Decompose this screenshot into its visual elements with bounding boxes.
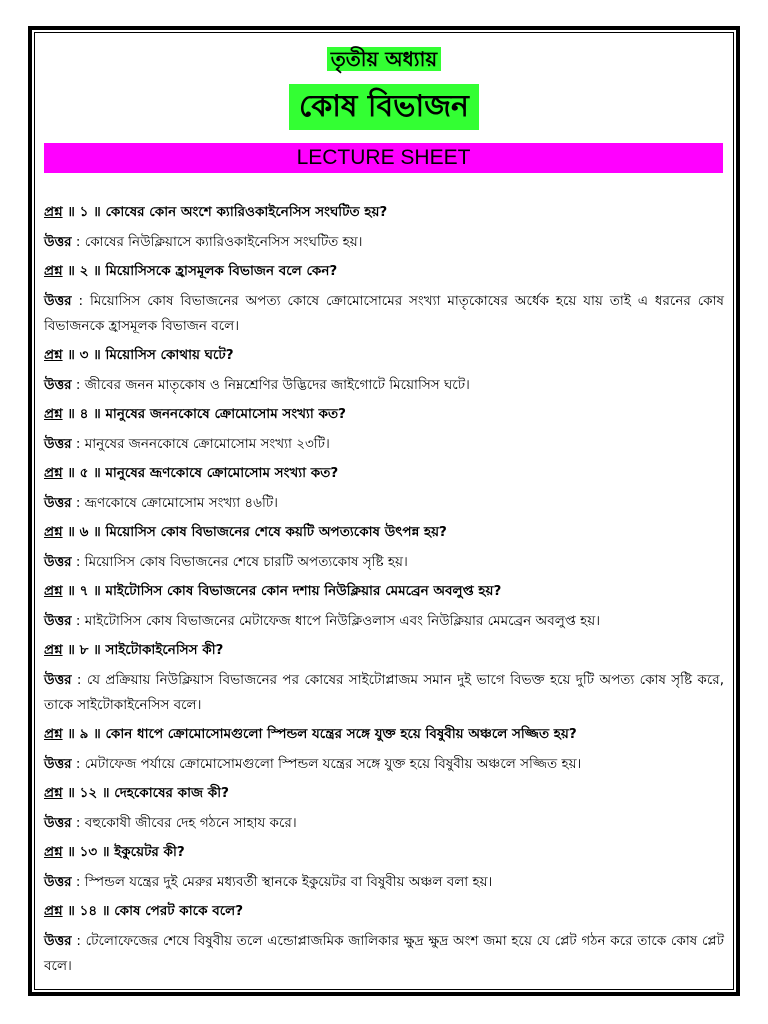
question-number: ৫: [79, 465, 89, 481]
question-label: প্রশ্ন: [44, 204, 63, 220]
answer-text: বহুকোষী জীবের দেহ গঠনে সাহায করে।: [84, 815, 297, 831]
answer-label: উত্তর: [44, 436, 72, 452]
question-label: প্রশ্ন: [44, 465, 63, 481]
page-title-wrap: [0, 84, 768, 130]
question-item: প্রশ্ন ॥ ৯ ॥ কোন ধাপে ক্রোমোসোমগুলো স্পিন্ডল যন্ত্রের সঙ্গে যুক্ত হয়ে বিষুবীয় অঞ্চলে সজ্জিত হয়?: [44, 726, 577, 742]
answer-text: ভ্রূণকোষে ক্রোমোসোম সংখ্যা ৪৬টি।: [84, 495, 279, 511]
question-label: প্রশ্ন: [44, 785, 63, 801]
answer-item: উত্তর : ভ্রূণকোষে ক্রোমোসোম সংখ্যা ৪৬টি।: [44, 495, 279, 511]
question-text: মানুষের জননকোষে ক্রোমোসোম সংখ্যা কত?: [105, 406, 346, 422]
question-number: ৯: [79, 726, 89, 742]
question-text: দেহকোষের কাজ কী?: [114, 785, 229, 801]
question-text: ইকুয়েটর কী?: [114, 844, 185, 860]
answer-label: উত্তর: [44, 377, 72, 393]
question-label: প্রশ্ন: [44, 844, 63, 860]
question-item: প্রশ্ন ॥ ১৩ ॥ ইকুয়েটর কী?: [44, 844, 185, 860]
question-item: প্রশ্ন ॥ ৩ ॥ মিয়োসিস কোথায় ঘটে?: [44, 347, 234, 363]
lecture-sheet-banner: LECTURE SHEET: [44, 143, 723, 173]
answer-label: উত্তর: [44, 234, 72, 250]
question-text: মানুষের ভ্রূণকোষে ক্রোমোসোম সংখ্যা কত?: [105, 465, 339, 481]
question-label: প্রশ্ন: [44, 524, 63, 540]
qa-list: [44, 202, 724, 985]
answer-label: উত্তর: [44, 933, 72, 949]
answer-item: উত্তর : স্পিন্ডল যন্ত্রের দুই মেরুর মধ্যবর্তী স্থানকে ইকুয়েটর বা বিষুবীয় অঞ্চল বলা হয়।: [44, 874, 493, 890]
answer-label: উত্তর: [44, 672, 72, 688]
question-number: ১৪: [79, 903, 98, 919]
question-number: ৪: [79, 406, 89, 422]
question-label: প্রশ্ন: [44, 583, 63, 599]
answer-item: উত্তর : জীবের জনন মাতৃকোষ ও নিম্নশ্রেণির উদ্ভিদের জাইগোটে মিয়োসিস ঘটে।: [44, 377, 470, 393]
question-label: প্রশ্ন: [44, 347, 63, 363]
question-item: প্রশ্ন ॥ ৫ ॥ মানুষের ভ্রূণকোষে ক্রোমোসোম সংখ্যা কত?: [44, 465, 339, 481]
answer-item: উত্তর : মাইটোসিস কোষ বিভাজনের মেটাফেজ ধাপে নিউক্লিওলাস এবং নিউক্লিয়ার মেমব্রেন অবলুপ্ত হয়।: [44, 613, 601, 629]
question-item: প্রশ্ন ॥ ৬ ॥ মিয়োসিস কোষ বিভাজনের শেষে কয়টি অপত্যকোষ উৎপন্ন হয়?: [44, 524, 447, 540]
answer-item: উত্তর : মিয়োসিস কোষ বিভাজনের অপত্য কোষে ক্রোমোসোমের সংখ্যা মাতৃকোষের অর্ধেক হয়ে যায় তাই এ ধরনের কোষ বিভাজনকে হ্রাসমূলক বিভাজন বলে।: [44, 293, 724, 334]
answer-text: মাইটোসিস কোষ বিভাজনের মেটাফেজ ধাপে নিউক্লিওলাস এবং নিউক্লিয়ার মেমব্রেন অবলুপ্ত হয়।: [84, 613, 601, 629]
question-number: ৩: [79, 347, 89, 363]
answer-item: উত্তর : টেলোফেজের শেষে বিষুবীয় তলে এন্ডোপ্লাজমিক জালিকার ক্ষুদ্র ক্ষুদ্র অংশ জমা হয়ে যে প্লেট গঠন করে তাকে কোষ প্লেট বলে।: [44, 933, 724, 974]
answer-label: উত্তর: [44, 293, 72, 309]
answer-label: উত্তর: [44, 815, 72, 831]
chapter-label: তৃতীয় অধ্যায়: [327, 47, 441, 71]
answer-text: মেটাফেজ পর্যায়ে ক্রোমোসোমগুলো স্পিন্ডল যন্ত্রের সঙ্গে যুক্ত হয়ে বিষুবীয় অঞ্চলে সজ্জিত হয়।: [84, 756, 582, 772]
question-number: ৬: [79, 524, 89, 540]
answer-item: উত্তর : বহুকোষী জীবের দেহ গঠনে সাহায করে।: [44, 815, 297, 831]
answer-text: জীবের জনন মাতৃকোষ ও নিম্নশ্রেণির উদ্ভিদের জাইগোটে মিয়োসিস ঘটে।: [84, 377, 470, 393]
question-item: প্রশ্ন ॥ ৭ ॥ মাইটোসিস কোষ বিভাজনের কোন দশায় নিউক্লিয়ার মেমব্রেন অবলুপ্ত হয়?: [44, 583, 502, 599]
answer-text: মিয়োসিস কোষ বিভাজনের অপত্য কোষে ক্রোমোসোমের সংখ্যা মাতৃকোষের অর্ধেক হয়ে যায় তাই এ ধরনের কোষ বিভাজনকে হ্রাসমূলক বিভাজন বলে।: [44, 293, 724, 334]
answer-label: উত্তর: [44, 613, 72, 629]
question-item: প্রশ্ন ॥ ১২ ॥ দেহকোষের কাজ কী?: [44, 785, 229, 801]
answer-text: স্পিন্ডল যন্ত্রের দুই মেরুর মধ্যবর্তী স্থানকে ইকুয়েটর বা বিষুবীয় অঞ্চল বলা হয়।: [84, 874, 493, 890]
answer-text: মানুষের জননকোষে ক্রোমোসোম সংখ্যা ২৩টি।: [84, 436, 330, 452]
answer-text: কোষের নিউক্লিয়াসে ক্যারিওকাইনেসিস সংঘটিত হয়।: [84, 234, 363, 250]
question-item: প্রশ্ন ॥ ১ ॥ কোষের কোন অংশে ক্যারিওকাইনেসিস সংঘটিত হয়?: [44, 204, 388, 220]
question-text: মাইটোসিস কোষ বিভাজনের কোন দশায় নিউক্লিয়ার মেমব্রেন অবলুপ্ত হয়?: [105, 583, 502, 599]
question-text: মিয়োসিস কোষ বিভাজনের শেষে কয়টি অপত্যকোষ উৎপন্ন হয়?: [105, 524, 447, 540]
question-number: ১৩: [79, 844, 98, 860]
answer-label: উত্তর: [44, 554, 72, 570]
question-number: ১: [79, 204, 89, 220]
question-item: প্রশ্ন ॥ ৮ ॥ সাইটোকাইনেসিস কী?: [44, 642, 224, 658]
question-label: প্রশ্ন: [44, 406, 63, 422]
question-label: প্রশ্ন: [44, 263, 63, 279]
question-number: ২: [79, 263, 89, 279]
answer-item: উত্তর : মেটাফেজ পর্যায়ে ক্রোমোসোমগুলো স্পিন্ডল যন্ত্রের সঙ্গে যুক্ত হয়ে বিষুবীয় অঞ্চলে সজ্জিত হয়।: [44, 756, 582, 772]
question-label: প্রশ্ন: [44, 642, 63, 658]
question-text: কোষ পেরট কাকে বলে?: [114, 903, 244, 919]
page-title: কোষ বিভাজন: [289, 84, 479, 130]
answer-item: উত্তর : মানুষের জননকোষে ক্রোমোসোম সংখ্যা ২৩টি।: [44, 436, 330, 452]
question-text: কোষের কোন অংশে ক্যারিওকাইনেসিস সংঘটিত হয়?: [105, 204, 388, 220]
answer-item: উত্তর : মিয়োসিস কোষ বিভাজনের শেষে চারটি অপত্যকোষ সৃষ্টি হয়।: [44, 554, 408, 570]
question-number: ১২: [79, 785, 98, 801]
answer-text: যে প্রক্রিয়ায় নিউক্লিয়াস বিভাজনের পর কোষের সাইটোপ্লাজম সমান দুই ভাগে বিভক্ত হয়ে দুটি অপত্য কোষ সৃষ্টি করে, তাকে সাইটোকাইনেসিস বলে।: [44, 672, 724, 713]
question-item: প্রশ্ন ॥ ২ ॥ মিয়োসিসকে হ্রাসমূলক বিভাজন বলে কেন?: [44, 263, 338, 279]
answer-item: উত্তর : কোষের নিউক্লিয়াসে ক্যারিওকাইনেসিস সংঘটিত হয়।: [44, 234, 363, 250]
question-number: ৮: [79, 642, 89, 658]
answer-label: উত্তর: [44, 874, 72, 890]
question-label: প্রশ্ন: [44, 726, 63, 742]
answer-label: উত্তর: [44, 756, 72, 772]
answer-text: মিয়োসিস কোষ বিভাজনের শেষে চারটি অপত্যকোষ সৃষ্টি হয়।: [84, 554, 408, 570]
question-item: প্রশ্ন ॥ ১৪ ॥ কোষ পেরট কাকে বলে?: [44, 903, 244, 919]
question-label: প্রশ্ন: [44, 903, 63, 919]
question-text: কোন ধাপে ক্রোমোসোমগুলো স্পিন্ডল যন্ত্রের সঙ্গে যুক্ত হয়ে বিষুবীয় অঞ্চলে সজ্জিত হয়?: [105, 726, 577, 742]
question-text: সাইটোকাইনেসিস কী?: [105, 642, 224, 658]
question-number: ৭: [79, 583, 89, 599]
chapter-heading: [0, 46, 768, 72]
answer-text: টেলোফেজের শেষে বিষুবীয় তলে এন্ডোপ্লাজমিক জালিকার ক্ষুদ্র ক্ষুদ্র অংশ জমা হয়ে যে প্লেট গঠন করে তাকে কোষ প্লেট বলে।: [44, 933, 724, 974]
question-text: মিয়োসিসকে হ্রাসমূলক বিভাজন বলে কেন?: [105, 263, 338, 279]
answer-item: উত্তর : যে প্রক্রিয়ায় নিউক্লিয়াস বিভাজনের পর কোষের সাইটোপ্লাজম সমান দুই ভাগে বিভক্ত হয়ে দুটি অপত্য কোষ সৃষ্টি করে, তাকে সাইটোকাইনেসিস বলে।: [44, 672, 724, 713]
question-text: মিয়োসিস কোথায় ঘটে?: [105, 347, 234, 363]
answer-label: উত্তর: [44, 495, 72, 511]
question-item: প্রশ্ন ॥ ৪ ॥ মানুষের জননকোষে ক্রোমোসোম সংখ্যা কত?: [44, 406, 346, 422]
